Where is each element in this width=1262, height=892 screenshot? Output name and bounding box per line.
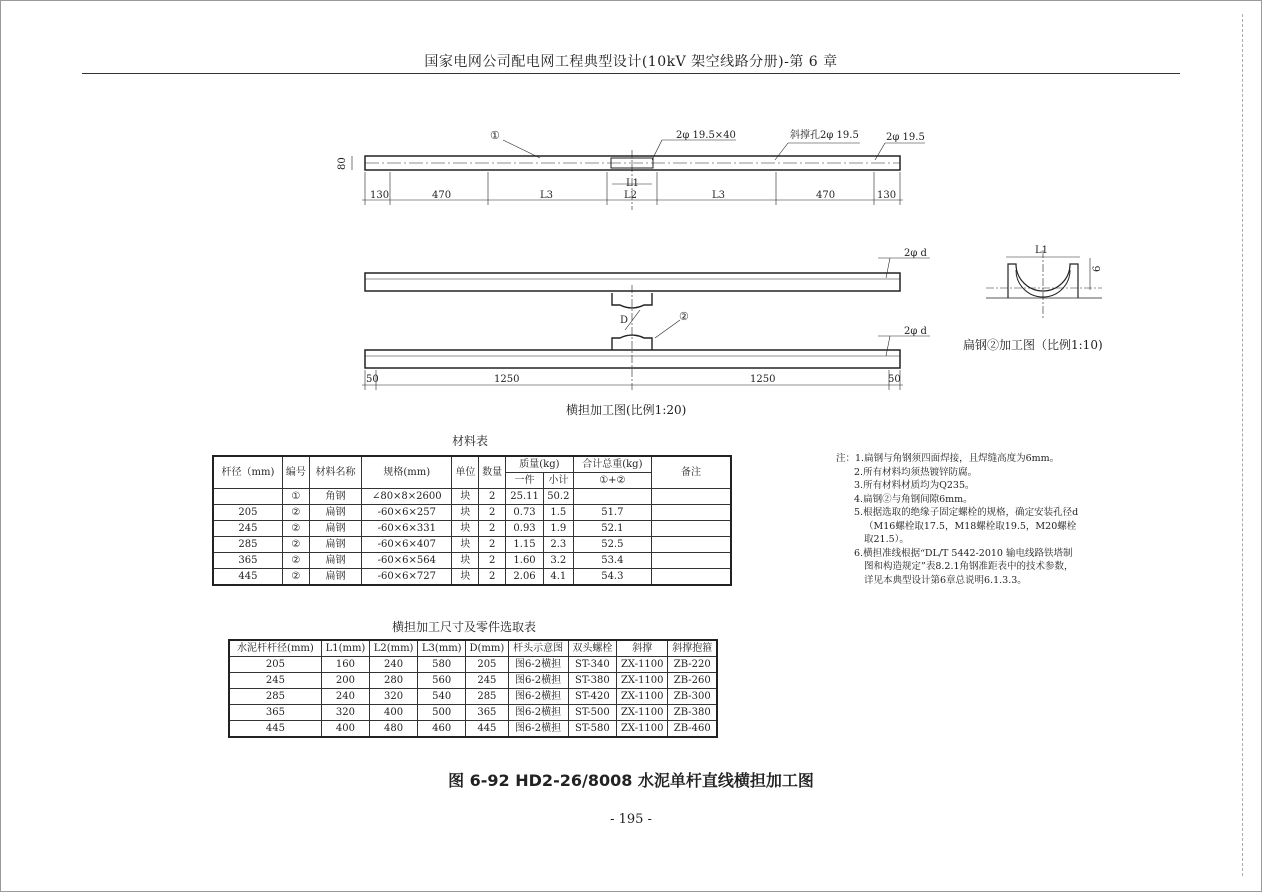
part2-mark: ②	[679, 310, 689, 323]
mat-h-4: 单位	[452, 456, 479, 489]
table-row	[213, 537, 731, 553]
table-cell: 扁钢	[309, 569, 361, 586]
table-cell: 2.06	[506, 569, 544, 586]
table-cell: ②	[282, 537, 309, 553]
mat-sub-1: 小计	[543, 473, 573, 489]
table-cell: 扁钢	[309, 537, 361, 553]
table-cell: 块	[452, 537, 479, 553]
table-cell: 1.5	[543, 505, 573, 521]
table-cell: ②	[282, 553, 309, 569]
table-cell: 240	[370, 657, 418, 673]
table-cell: ZB-260	[668, 673, 717, 689]
note-item	[836, 547, 1081, 588]
table-cell: ②	[282, 521, 309, 537]
mat-h-3: 规格(mm)	[362, 456, 452, 489]
mid-dim-3: 1250	[750, 374, 776, 385]
table-cell: 图6-2横担	[508, 689, 568, 705]
table-cell: 285	[466, 689, 508, 705]
header-cell: 斜撑抱箍	[668, 640, 717, 657]
table-cell: 400	[370, 705, 418, 721]
detail-thick: 6	[1092, 265, 1103, 272]
table-cell: 500	[418, 705, 466, 721]
table-cell: 365	[229, 705, 321, 721]
mat-sub-0: 一件	[506, 473, 544, 489]
table-cell: 205	[229, 657, 321, 673]
table-cell: 460	[418, 721, 466, 738]
table-cell: 1.9	[543, 521, 573, 537]
mid-dim-4: 50	[888, 374, 901, 385]
note-item	[836, 466, 1081, 480]
table-cell: 3.2	[543, 553, 573, 569]
table-cell: 245	[229, 673, 321, 689]
table-cell: 53.4	[573, 553, 651, 569]
notes	[836, 452, 1081, 587]
table-cell: ZX-1100	[617, 705, 668, 721]
table-cell	[652, 553, 732, 569]
table-cell	[652, 537, 732, 553]
hole2-label: 斜撑孔2φ 19.5	[790, 130, 859, 141]
table-cell: 2	[479, 537, 506, 553]
table-cell: 240	[321, 689, 369, 705]
page-header: 国家电网公司配电网工程典型设计(10kV 架空线路分册)-第 6 章	[424, 54, 838, 70]
detail-l1: L1	[1035, 245, 1049, 256]
table-cell: 块	[452, 553, 479, 569]
detail-caption: 扁钢②加工图（比例1:10)	[963, 338, 1103, 352]
table-cell: ZB-300	[668, 689, 717, 705]
table-cell: 角钢	[309, 489, 361, 505]
table-cell: 图6-2横担	[508, 721, 568, 738]
mat-h-1: 编号	[282, 456, 309, 489]
table-cell: 560	[418, 673, 466, 689]
table-cell: 块	[452, 489, 479, 505]
table-cell: 580	[418, 657, 466, 673]
table-cell: 块	[452, 521, 479, 537]
table-cell: 25.11	[506, 489, 544, 505]
table-row	[229, 705, 717, 721]
table-cell: -60×6×727	[362, 569, 452, 586]
table-cell: ZX-1100	[617, 657, 668, 673]
top-dim-4: L2	[624, 190, 638, 201]
table-cell: 2.3	[543, 537, 573, 553]
mid-hole-bot: 2φ d	[904, 326, 927, 337]
table-cell: 2	[479, 521, 506, 537]
dimension-table	[228, 639, 718, 738]
table-cell: 2	[479, 553, 506, 569]
table-cell: ST-500	[568, 705, 616, 721]
table-cell: 54.3	[573, 569, 651, 586]
note-item	[836, 493, 1081, 507]
table-row	[213, 489, 731, 505]
table-cell	[573, 489, 651, 505]
figure-title: 图 6-92 HD2-26/8008 水泥单杆直线横担加工图	[448, 771, 814, 790]
angle-steel-upper	[365, 273, 900, 291]
header-cell: L3(mm)	[418, 640, 466, 657]
table-cell: 320	[321, 705, 369, 721]
table-cell: -60×6×407	[362, 537, 452, 553]
table-cell: 1.60	[506, 553, 544, 569]
table-cell: 205	[213, 505, 282, 521]
hole1-label: 2φ 19.5×40	[676, 130, 736, 141]
top-dim-7: 130	[877, 190, 897, 201]
table-cell: 2	[479, 569, 506, 586]
notes-lead: 注：	[836, 453, 856, 464]
header-cell: 斜撑	[617, 640, 668, 657]
table-cell: 0.73	[506, 505, 544, 521]
table-cell: ZB-460	[668, 721, 717, 738]
header-cell: 水泥杆杆径(mm)	[229, 640, 321, 657]
table-cell: -60×6×331	[362, 521, 452, 537]
table-cell: ZB-220	[668, 657, 717, 673]
table-row	[229, 689, 717, 705]
dim-header-row	[229, 640, 717, 657]
table-cell	[652, 505, 732, 521]
header-cell: L1(mm)	[321, 640, 369, 657]
note-item	[836, 506, 1081, 547]
table-cell: 块	[452, 569, 479, 586]
note-text: 6.横担准线根据“DL/T 5442-2010 输电线路铁塔制图和构造规定”表8.2.1角钢准距表中的技术参数，详见本典型设计第6章总说明6.1.3.3。	[854, 547, 1074, 586]
table-cell: 扁钢	[309, 521, 361, 537]
mat-body	[213, 489, 731, 586]
table-cell: 480	[370, 721, 418, 738]
dim-table-title: 横担加工尺寸及零件选取表	[392, 620, 537, 634]
note-item	[836, 452, 1081, 466]
table-row	[213, 521, 731, 537]
header-cell: L2(mm)	[370, 640, 418, 657]
table-cell: 445	[229, 721, 321, 738]
table-cell: 图6-2横担	[508, 673, 568, 689]
header-cell: 杆头示意图	[508, 640, 568, 657]
table-cell: 扁钢	[309, 553, 361, 569]
mat-h-5: 数量	[479, 456, 506, 489]
table-cell: 245	[466, 673, 508, 689]
table-cell: ST-380	[568, 673, 616, 689]
dim-body	[229, 657, 717, 738]
table-cell: 445	[213, 569, 282, 586]
drawing-caption: 横担加工图(比例1:20)	[566, 403, 687, 417]
table-cell: 245	[213, 521, 282, 537]
note-text: 2.所有材料均须热镀锌防腐。	[854, 466, 978, 478]
angle-steel-lower	[365, 350, 900, 368]
mat-h-6: 质量(kg)	[506, 456, 574, 473]
table-cell: 0.93	[506, 521, 544, 537]
note-item	[836, 479, 1081, 493]
table-cell: 4.1	[543, 569, 573, 586]
table-cell	[652, 489, 732, 505]
table-cell: ST-340	[568, 657, 616, 673]
table-cell: 扁钢	[309, 505, 361, 521]
note-text: 5.根据选取的绝缘子固定螺栓的规格，确定安装孔径d（M16螺栓取17.5，M18螺栓取19.5，M20螺栓取21.5）。	[854, 507, 1079, 545]
table-cell: 320	[370, 689, 418, 705]
table-cell: 块	[452, 505, 479, 521]
notes-list	[836, 452, 1081, 587]
table-row	[229, 657, 717, 673]
top-dim-6: 470	[816, 190, 836, 201]
table-cell: 2	[479, 505, 506, 521]
table-cell	[652, 521, 732, 537]
top-dim-5: L3	[712, 190, 726, 201]
note-text: 1.扁钢与角钢须四面焊接，且焊缝高度为6mm。	[855, 453, 1060, 464]
table-row	[229, 721, 717, 738]
note-text: 3.所有材料材质均为Q235。	[854, 480, 975, 491]
table-cell: -60×6×564	[362, 553, 452, 569]
header-cell: D(mm)	[466, 640, 508, 657]
table-cell	[213, 489, 282, 505]
table-cell: 400	[321, 721, 369, 738]
top-dim-2: 470	[432, 190, 452, 201]
table-cell: ZB-380	[668, 705, 717, 721]
table-cell	[652, 569, 732, 586]
table-cell: 52.5	[573, 537, 651, 553]
table-cell: 1.15	[506, 537, 544, 553]
table-cell: 365	[213, 553, 282, 569]
table-cell: 51.7	[573, 505, 651, 521]
table-cell: -60×6×257	[362, 505, 452, 521]
table-cell: ∠80×8×2600	[362, 489, 452, 505]
table-cell: 205	[466, 657, 508, 673]
top-dim-3: L3	[540, 190, 554, 201]
d-label: D	[620, 315, 629, 326]
material-table-title: 材料表	[452, 434, 489, 448]
table-row	[213, 569, 731, 586]
table-cell: 285	[229, 689, 321, 705]
table-cell: ②	[282, 505, 309, 521]
table-cell: 445	[466, 721, 508, 738]
table-cell: 280	[370, 673, 418, 689]
mid-dim-2: 1250	[494, 374, 520, 385]
material-table	[212, 455, 732, 586]
table-cell: 图6-2横担	[508, 657, 568, 673]
hole3-label: 2φ 19.5	[886, 132, 925, 143]
l1-dim: L1	[626, 178, 640, 189]
part1-mark: ①	[490, 129, 500, 142]
table-cell: ST-420	[568, 689, 616, 705]
table-cell: 365	[466, 705, 508, 721]
mat-h-7: 合计总重(kg)	[573, 456, 651, 473]
table-cell: 160	[321, 657, 369, 673]
table-cell: 2	[479, 489, 506, 505]
header-cell: 双头螺栓	[568, 640, 616, 657]
mat-h-2: 材料名称	[309, 456, 361, 489]
page-number: - 195 -	[610, 812, 652, 827]
mat-total-formula: ①+②	[573, 473, 651, 489]
note-text: 4.扁钢②与角钢间隙6mm。	[854, 493, 973, 505]
table-cell: 285	[213, 537, 282, 553]
table-cell: 50.2	[543, 489, 573, 505]
table-cell: ZX-1100	[617, 673, 668, 689]
table-cell: 52.1	[573, 521, 651, 537]
table-cell: ST-580	[568, 721, 616, 738]
table-cell: ZX-1100	[617, 721, 668, 738]
table-row	[229, 673, 717, 689]
table-cell: 图6-2横担	[508, 705, 568, 721]
mat-h-0: 杆径（mm)	[213, 456, 282, 489]
mat-h-8: 备注	[652, 456, 732, 489]
table-row	[213, 505, 731, 521]
table-row	[213, 553, 731, 569]
table-cell: 540	[418, 689, 466, 705]
mid-hole-top: 2φ d	[904, 248, 927, 259]
table-cell: ZX-1100	[617, 689, 668, 705]
mid-dim-1: 50	[366, 374, 379, 385]
table-cell: ②	[282, 569, 309, 586]
table-cell: ①	[282, 489, 309, 505]
height-dim: 80	[337, 157, 348, 170]
top-dim-1: 130	[370, 190, 390, 201]
table-cell: 200	[321, 673, 369, 689]
